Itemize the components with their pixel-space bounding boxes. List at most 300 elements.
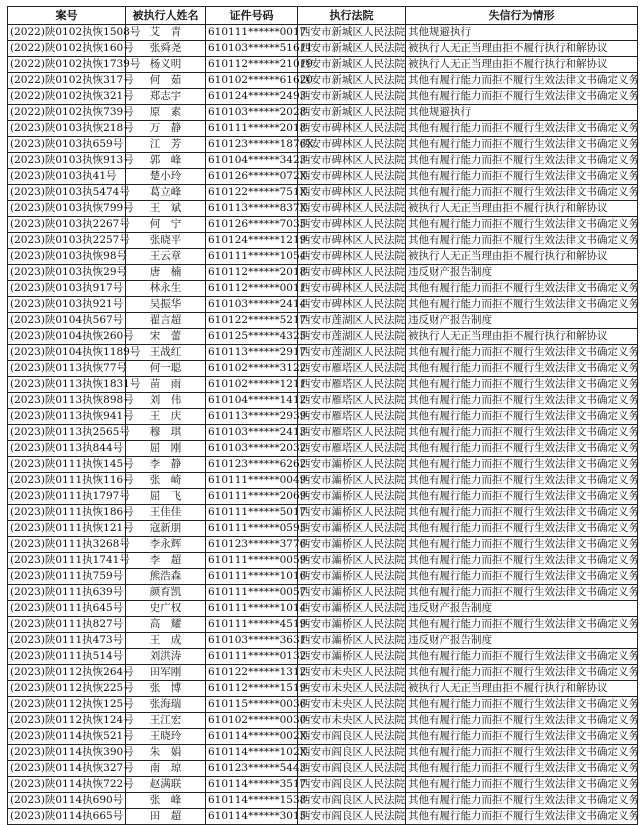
court-cell: 西安市碑林区人民法院 bbox=[298, 169, 406, 185]
table-row bbox=[8, 89, 638, 105]
court-cell: 西安市碑林区人民法院 bbox=[298, 201, 406, 217]
document-page bbox=[7, 6, 638, 825]
court-cell: 西安市碑林区人民法院 bbox=[298, 265, 406, 281]
case-number-cell: (2023)陕0111执1741号 bbox=[8, 553, 126, 569]
behavior-cell: 其他有履行能力而拒不履行生效法律文书确定义务 bbox=[406, 377, 638, 393]
case-number-cell: (2023)陕0103执2267号 bbox=[8, 217, 126, 233]
table-row bbox=[8, 393, 638, 409]
court-cell: 西安市碑林区人民法院 bbox=[298, 249, 406, 265]
person-name-cell: 张晓平 bbox=[126, 233, 206, 249]
case-number-cell: (2023)陕0103执恢29号 bbox=[8, 265, 126, 281]
case-number-cell: (2023)陕0113执844号 bbox=[8, 441, 126, 457]
court-cell: 西安市阎良区人民法院 bbox=[298, 793, 406, 809]
case-number-cell: (2023)陕0113执恢898号 bbox=[8, 393, 126, 409]
person-name-cell: 高 耀 bbox=[126, 617, 206, 633]
court-cell: 西安市灞桥区人民法院 bbox=[298, 505, 406, 521]
person-name-cell: 何 宁 bbox=[126, 217, 206, 233]
case-number-cell: (2023)陕0111执恢116号 bbox=[8, 473, 126, 489]
table-row bbox=[8, 201, 638, 217]
case-number-cell: (2023)陕0111执3268号 bbox=[8, 537, 126, 553]
table-row bbox=[8, 361, 638, 377]
id-number-cell: 610104******3423 bbox=[206, 153, 298, 169]
header-person-name: 被执行人姓名 bbox=[126, 7, 206, 25]
id-number-cell: 610104******1412 bbox=[206, 393, 298, 409]
case-number-cell: (2023)陕0103执恢799号 bbox=[8, 201, 126, 217]
person-name-cell: 穆 琪 bbox=[126, 425, 206, 441]
court-cell: 西安市新城区人民法院 bbox=[298, 25, 406, 41]
behavior-cell: 其他有履行能力而拒不履行生效法律文书确定义务 bbox=[406, 425, 638, 441]
id-number-cell: 610103******2028 bbox=[206, 105, 298, 121]
case-number-cell: (2023)陕0104执恢260号 bbox=[8, 329, 126, 345]
id-number-cell: 610111******1054 bbox=[206, 249, 298, 265]
table-row bbox=[8, 425, 638, 441]
court-cell: 西安市灞桥区人民法院 bbox=[298, 585, 406, 601]
court-cell: 西安市灞桥区人民法院 bbox=[298, 569, 406, 585]
id-number-cell: 610102******61620 bbox=[206, 73, 298, 89]
behavior-cell: 其他有履行能力而拒不履行生效法律文书确定义务 bbox=[406, 777, 638, 793]
id-number-cell: 610103******2032 bbox=[206, 441, 298, 457]
case-number-cell: (2023)陕0113执2565号 bbox=[8, 425, 126, 441]
person-name-cell: 唐 楠 bbox=[126, 265, 206, 281]
table-row bbox=[8, 729, 638, 745]
behavior-cell: 其他有履行能力而拒不履行生效法律文书确定义务 bbox=[406, 761, 638, 777]
case-number-cell: (2022)陕0102执恢1508号 bbox=[8, 25, 126, 41]
case-number-cell: (2023)陕0103执41号 bbox=[8, 169, 126, 185]
case-number-cell: (2022)陕0102执恢160号 bbox=[8, 41, 126, 57]
id-number-cell: 610103******2414 bbox=[206, 297, 298, 313]
person-name-cell: 屈 刚 bbox=[126, 441, 206, 457]
person-name-cell: 刘 伟 bbox=[126, 393, 206, 409]
table-row bbox=[8, 601, 638, 617]
person-name-cell: 葛立峰 bbox=[126, 185, 206, 201]
case-number-cell: (2023)陕0112执恢124号 bbox=[8, 713, 126, 729]
table-row bbox=[8, 649, 638, 665]
person-name-cell: 翟言超 bbox=[126, 313, 206, 329]
id-number-cell: 610114******3015 bbox=[206, 809, 298, 825]
court-cell: 西安市阎良区人民法院 bbox=[298, 729, 406, 745]
behavior-cell: 其他有履行能力而拒不履行生效法律文书确定义务 bbox=[406, 521, 638, 537]
court-cell: 西安市灞桥区人民法院 bbox=[298, 537, 406, 553]
table-row bbox=[8, 537, 638, 553]
case-number-cell: (2023)陕0114执恢390号 bbox=[8, 745, 126, 761]
case-number-cell: (2023)陕0111执827号 bbox=[8, 617, 126, 633]
table-row bbox=[8, 41, 638, 57]
table-row bbox=[8, 761, 638, 777]
case-number-cell: (2023)陕0111执759号 bbox=[8, 569, 126, 585]
table-row bbox=[8, 121, 638, 137]
id-number-cell: 610102******3122 bbox=[206, 361, 298, 377]
behavior-cell: 其他有履行能力而拒不履行生效法律文书确定义务 bbox=[406, 153, 638, 169]
behavior-cell: 其他规避执行 bbox=[406, 25, 638, 41]
court-cell: 西安市新城区人民法院 bbox=[298, 89, 406, 105]
table-row bbox=[8, 809, 638, 825]
case-number-cell: (2023)陕0113执恢941号 bbox=[8, 409, 126, 425]
case-number-cell: (2022)陕0102执恢317号 bbox=[8, 73, 126, 89]
id-number-cell: 610111******0049 bbox=[206, 473, 298, 489]
behavior-cell: 其他有履行能力而拒不履行生效法律文书确定义务 bbox=[406, 729, 638, 745]
case-number-cell: (2022)陕0102执恢321号 bbox=[8, 89, 126, 105]
table-row bbox=[8, 697, 638, 713]
table-row bbox=[8, 473, 638, 489]
court-cell: 西安市雁塔区人民法院 bbox=[298, 393, 406, 409]
behavior-cell: 被执行人无正当理由拒不履行执行和解协议 bbox=[406, 41, 638, 57]
court-cell: 西安市碑林区人民法院 bbox=[298, 233, 406, 249]
behavior-cell: 被执行人无正当理由拒不履行执行和解协议 bbox=[406, 681, 638, 697]
court-cell: 西安市新城区人民法院 bbox=[298, 73, 406, 89]
person-name-cell: 王 庆 bbox=[126, 409, 206, 425]
person-name-cell: 史广权 bbox=[126, 601, 206, 617]
person-name-cell: 杨义明 bbox=[126, 57, 206, 73]
behavior-cell: 其他有履行能力而拒不履行生效法律文书确定义务 bbox=[406, 617, 638, 633]
case-number-cell: (2023)陕0111执639号 bbox=[8, 585, 126, 601]
behavior-cell: 其他有履行能力而拒不履行生效法律文书确定义务 bbox=[406, 489, 638, 505]
case-number-cell: (2023)陕0113执恢1831号 bbox=[8, 377, 126, 393]
person-name-cell: 王晓玲 bbox=[126, 729, 206, 745]
person-name-cell: 吴振华 bbox=[126, 297, 206, 313]
court-cell: 西安市雁塔区人民法院 bbox=[298, 425, 406, 441]
behavior-cell: 其他有履行能力而拒不履行生效法律文书确定义务 bbox=[406, 169, 638, 185]
behavior-cell: 其他有履行能力而拒不履行生效法律文书确定义务 bbox=[406, 697, 638, 713]
table-row bbox=[8, 105, 638, 121]
table-row bbox=[8, 345, 638, 361]
table-row bbox=[8, 217, 638, 233]
court-cell: 西安市碑林区人民法院 bbox=[298, 137, 406, 153]
behavior-cell: 其他有履行能力而拒不履行生效法律文书确定义务 bbox=[406, 649, 638, 665]
person-name-cell: 屈 飞 bbox=[126, 489, 206, 505]
person-name-cell: 南 琼 bbox=[126, 761, 206, 777]
court-cell: 西安市未央区人民法院 bbox=[298, 665, 406, 681]
behavior-cell: 被执行人无正当理由拒不履行执行和解协议 bbox=[406, 249, 638, 265]
id-number-cell: 610111******0132 bbox=[206, 649, 298, 665]
behavior-cell: 其他有履行能力而拒不履行生效法律文书确定义务 bbox=[406, 665, 638, 681]
table-row bbox=[8, 777, 638, 793]
table-row bbox=[8, 617, 638, 633]
table-row bbox=[8, 713, 638, 729]
behavior-cell: 违反财产报告制度 bbox=[406, 265, 638, 281]
behavior-cell: 其他有履行能力而拒不履行生效法律文书确定义务 bbox=[406, 505, 638, 521]
case-number-cell: (2023)陕0111执645号 bbox=[8, 601, 126, 617]
id-number-cell: 610102******0030 bbox=[206, 713, 298, 729]
id-number-cell: 610103******2413 bbox=[206, 425, 298, 441]
case-number-cell: (2023)陕0114执690号 bbox=[8, 793, 126, 809]
case-number-cell: (2023)陕0111执恢121号 bbox=[8, 521, 126, 537]
id-number-cell: 610111******0059 bbox=[206, 553, 298, 569]
table-row bbox=[8, 505, 638, 521]
table-row bbox=[8, 297, 638, 313]
court-cell: 西安市莲湖区人民法院 bbox=[298, 313, 406, 329]
id-number-cell: 610103******3631 bbox=[206, 633, 298, 649]
person-name-cell: 楚小玲 bbox=[126, 169, 206, 185]
id-number-cell: 610112******0011 bbox=[206, 281, 298, 297]
person-name-cell: 林永生 bbox=[126, 281, 206, 297]
behavior-cell: 其他有履行能力而拒不履行生效法律文书确定义务 bbox=[406, 793, 638, 809]
behavior-cell: 违反财产报告制度 bbox=[406, 601, 638, 617]
person-name-cell: 王 斌 bbox=[126, 201, 206, 217]
table-row bbox=[8, 745, 638, 761]
person-name-cell: 李 静 bbox=[126, 457, 206, 473]
case-number-cell: (2023)陕0112执恢125号 bbox=[8, 697, 126, 713]
table-row bbox=[8, 553, 638, 569]
id-number-cell: 610126******072X bbox=[206, 169, 298, 185]
person-name-cell: 李 超 bbox=[126, 553, 206, 569]
table-row bbox=[8, 409, 638, 425]
court-cell: 西安市碑林区人民法院 bbox=[298, 297, 406, 313]
behavior-cell: 其他有履行能力而拒不履行生效法律文书确定义务 bbox=[406, 233, 638, 249]
behavior-cell: 其他有履行能力而拒不履行生效法律文书确定义务 bbox=[406, 441, 638, 457]
court-cell: 西安市灞桥区人民法院 bbox=[298, 649, 406, 665]
id-number-cell: 610112******21019 bbox=[206, 57, 298, 73]
table-row bbox=[8, 169, 638, 185]
table-row bbox=[8, 585, 638, 601]
person-name-cell: 苗 雨 bbox=[126, 377, 206, 393]
table-row bbox=[8, 377, 638, 393]
table-row bbox=[8, 25, 638, 41]
id-number-cell: 610111******0595 bbox=[206, 521, 298, 537]
case-number-cell: (2023)陕0114执恢521号 bbox=[8, 729, 126, 745]
case-number-cell: (2023)陕0103执恢218号 bbox=[8, 121, 126, 137]
table-row bbox=[8, 57, 638, 73]
person-name-cell: 田 超 bbox=[126, 809, 206, 825]
header-case-number: 案号 bbox=[8, 7, 126, 25]
id-number-cell: 610113******837X bbox=[206, 201, 298, 217]
id-number-cell: 610115******0036 bbox=[206, 697, 298, 713]
person-name-cell: 熊浩森 bbox=[126, 569, 206, 585]
person-name-cell: 宋 蕾 bbox=[126, 329, 206, 345]
id-number-cell: 610111******2018 bbox=[206, 121, 298, 137]
id-number-cell: 610124******1219 bbox=[206, 233, 298, 249]
table-row bbox=[8, 153, 638, 169]
court-cell: 西安市未央区人民法院 bbox=[298, 681, 406, 697]
behavior-cell: 被执行人无正当理由拒不履行执行和解协议 bbox=[406, 57, 638, 73]
id-number-cell: 610111******1014 bbox=[206, 601, 298, 617]
behavior-cell: 被执行人无正当理由拒不履行执行和解协议 bbox=[406, 201, 638, 217]
table-row bbox=[8, 313, 638, 329]
case-number-cell: (2023)陕0113执恢77号 bbox=[8, 361, 126, 377]
behavior-cell: 其他有履行能力而拒不履行生效法律文书确定义务 bbox=[406, 361, 638, 377]
case-number-cell: (2023)陕0111执473号 bbox=[8, 633, 126, 649]
table-row bbox=[8, 329, 638, 345]
id-number-cell: 610114******102X bbox=[206, 745, 298, 761]
court-cell: 西安市碑林区人民法院 bbox=[298, 217, 406, 233]
person-name-cell: 万 静 bbox=[126, 121, 206, 137]
id-number-cell: 610123******5443 bbox=[206, 761, 298, 777]
court-cell: 西安市碑林区人民法院 bbox=[298, 185, 406, 201]
table-row bbox=[8, 521, 638, 537]
id-number-cell: 610122******751X bbox=[206, 185, 298, 201]
behavior-cell: 其他有履行能力而拒不履行生效法律文书确定义务 bbox=[406, 745, 638, 761]
behavior-cell: 其他有履行能力而拒不履行生效法律文书确定义务 bbox=[406, 393, 638, 409]
table-row bbox=[8, 249, 638, 265]
case-number-cell: (2023)陕0103执恢913号 bbox=[8, 153, 126, 169]
person-name-cell: 朱 娟 bbox=[126, 745, 206, 761]
header-court: 执行法院 bbox=[298, 7, 406, 25]
court-cell: 西安市灞桥区人民法院 bbox=[298, 553, 406, 569]
behavior-cell: 其他有履行能力而拒不履行生效法律文书确定义务 bbox=[406, 121, 638, 137]
case-number-cell: (2023)陕0103执恢98号 bbox=[8, 249, 126, 265]
behavior-cell: 其他有履行能力而拒不履行生效法律文书确定义务 bbox=[406, 409, 638, 425]
case-number-cell: (2023)陕0112执恢264号 bbox=[8, 665, 126, 681]
court-cell: 西安市雁塔区人民法院 bbox=[298, 409, 406, 425]
person-name-cell: 李永辉 bbox=[126, 537, 206, 553]
person-name-cell: 张 博 bbox=[126, 681, 206, 697]
table-row bbox=[8, 793, 638, 809]
court-cell: 西安市阎良区人民法院 bbox=[298, 761, 406, 777]
id-number-cell: 610111******2069 bbox=[206, 489, 298, 505]
id-number-cell: 610123******1876X bbox=[206, 137, 298, 153]
case-number-cell: (2023)陕0103执917号 bbox=[8, 281, 126, 297]
person-name-cell: 张 峰 bbox=[126, 793, 206, 809]
person-name-cell: 王云章 bbox=[126, 249, 206, 265]
behavior-cell: 违反财产报告制度 bbox=[406, 633, 638, 649]
id-number-cell: 610114******1538 bbox=[206, 793, 298, 809]
table-row bbox=[8, 457, 638, 473]
table-row bbox=[8, 633, 638, 649]
table-header-row bbox=[8, 7, 638, 25]
id-number-cell: 610102******1211 bbox=[206, 377, 298, 393]
court-cell: 西安市灞桥区人民法院 bbox=[298, 473, 406, 489]
table-row bbox=[8, 265, 638, 281]
table-row bbox=[8, 569, 638, 585]
behavior-cell: 其他有履行能力而拒不履行生效法律文书确定义务 bbox=[406, 537, 638, 553]
behavior-cell: 其他有履行能力而拒不履行生效法律文书确定义务 bbox=[406, 553, 638, 569]
table-row bbox=[8, 681, 638, 697]
court-cell: 西安市未央区人民法院 bbox=[298, 697, 406, 713]
case-number-cell: (2023)陕0103执659号 bbox=[8, 137, 126, 153]
id-number-cell: 610103******51611 bbox=[206, 41, 298, 57]
person-name-cell: 颜育凯 bbox=[126, 585, 206, 601]
id-number-cell: 610122******5217 bbox=[206, 313, 298, 329]
behavior-cell: 其他有履行能力而拒不履行生效法律文书确定义务 bbox=[406, 217, 638, 233]
table-row bbox=[8, 233, 638, 249]
person-name-cell: 何 茹 bbox=[126, 73, 206, 89]
header-id-number: 证件号码 bbox=[206, 7, 298, 25]
behavior-cell: 其他有履行能力而拒不履行生效法律文书确定义务 bbox=[406, 713, 638, 729]
behavior-cell: 其他有履行能力而拒不履行生效法律文书确定义务 bbox=[406, 89, 638, 105]
person-name-cell: 寇新朋 bbox=[126, 521, 206, 537]
court-cell: 西安市莲湖区人民法院 bbox=[298, 345, 406, 361]
dishonest-persons-table bbox=[7, 6, 638, 825]
case-number-cell: (2023)陕0114执恢722号 bbox=[8, 777, 126, 793]
id-number-cell: 610125******4325 bbox=[206, 329, 298, 345]
behavior-cell: 其他有履行能力而拒不履行生效法律文书确定义务 bbox=[406, 73, 638, 89]
table-body bbox=[8, 25, 638, 825]
id-number-cell: 610122******1312 bbox=[206, 665, 298, 681]
court-cell: 西安市未央区人民法院 bbox=[298, 713, 406, 729]
id-number-cell: 610114******002X bbox=[206, 729, 298, 745]
case-number-cell: (2023)陕0112执恢225号 bbox=[8, 681, 126, 697]
id-number-cell: 610113******2917 bbox=[206, 345, 298, 361]
case-number-cell: (2022)陕0102执恢739号 bbox=[8, 105, 126, 121]
person-name-cell: 王佳佳 bbox=[126, 505, 206, 521]
id-number-cell: 610114******3517 bbox=[206, 777, 298, 793]
table-row bbox=[8, 73, 638, 89]
court-cell: 西安市灞桥区人民法院 bbox=[298, 633, 406, 649]
court-cell: 西安市灞桥区人民法院 bbox=[298, 617, 406, 633]
behavior-cell: 违反财产报告制度 bbox=[406, 313, 638, 329]
court-cell: 西安市雁塔区人民法院 bbox=[298, 377, 406, 393]
court-cell: 西安市新城区人民法院 bbox=[298, 57, 406, 73]
id-number-cell: 610113******2939 bbox=[206, 409, 298, 425]
behavior-cell: 其他有履行能力而拒不履行生效法律文书确定义务 bbox=[406, 569, 638, 585]
court-cell: 西安市灞桥区人民法院 bbox=[298, 521, 406, 537]
court-cell: 西安市灞桥区人民法院 bbox=[298, 601, 406, 617]
person-name-cell: 赵满联 bbox=[126, 777, 206, 793]
court-cell: 西安市莲湖区人民法院 bbox=[298, 329, 406, 345]
id-number-cell: 610112******1519 bbox=[206, 681, 298, 697]
person-name-cell: 何一聪 bbox=[126, 361, 206, 377]
court-cell: 西安市雁塔区人民法院 bbox=[298, 361, 406, 377]
court-cell: 西安市新城区人民法院 bbox=[298, 105, 406, 121]
court-cell: 西安市碑林区人民法院 bbox=[298, 121, 406, 137]
behavior-cell: 其他有履行能力而拒不履行生效法律文书确定义务 bbox=[406, 585, 638, 601]
case-number-cell: (2023)陕0111执恢145号 bbox=[8, 457, 126, 473]
id-number-cell: 610112******2018 bbox=[206, 265, 298, 281]
court-cell: 西安市阎良区人民法院 bbox=[298, 745, 406, 761]
court-cell: 西安市雁塔区人民法院 bbox=[298, 441, 406, 457]
table-row bbox=[8, 441, 638, 457]
behavior-cell: 其他有履行能力而拒不履行生效法律文书确定义务 bbox=[406, 281, 638, 297]
case-number-cell: (2023)陕0103执2257号 bbox=[8, 233, 126, 249]
id-number-cell: 610126******7035 bbox=[206, 217, 298, 233]
id-number-cell: 610111******0017 bbox=[206, 25, 298, 41]
id-number-cell: 610111******1016 bbox=[206, 569, 298, 585]
behavior-cell: 其他有履行能力而拒不履行生效法律文书确定义务 bbox=[406, 809, 638, 825]
behavior-cell: 其他规避执行 bbox=[406, 105, 638, 121]
behavior-cell: 其他有履行能力而拒不履行生效法律文书确定义务 bbox=[406, 473, 638, 489]
court-cell: 西安市碑林区人民法院 bbox=[298, 153, 406, 169]
person-name-cell: 田军刚 bbox=[126, 665, 206, 681]
court-cell: 西安市阎良区人民法院 bbox=[298, 777, 406, 793]
case-number-cell: (2023)陕0104执恢1189号 bbox=[8, 345, 126, 361]
person-name-cell: 王江宏 bbox=[126, 713, 206, 729]
case-number-cell: (2023)陕0103执5474号 bbox=[8, 185, 126, 201]
id-number-cell: 610123******6262 bbox=[206, 457, 298, 473]
person-name-cell: 张舜尧 bbox=[126, 41, 206, 57]
behavior-cell: 其他有履行能力而拒不履行生效法律文书确定义务 bbox=[406, 345, 638, 361]
behavior-cell: 其他有履行能力而拒不履行生效法律文书确定义务 bbox=[406, 185, 638, 201]
id-number-cell: 610124******2493 bbox=[206, 89, 298, 105]
person-name-cell: 艾 青 bbox=[126, 25, 206, 41]
person-name-cell: 江 芳 bbox=[126, 137, 206, 153]
case-number-cell: (2023)陕0104执567号 bbox=[8, 313, 126, 329]
person-name-cell: 张海瑞 bbox=[126, 697, 206, 713]
table-row bbox=[8, 489, 638, 505]
behavior-cell: 被执行人无正当理由拒不履行执行和解协议 bbox=[406, 329, 638, 345]
person-name-cell: 张 崎 bbox=[126, 473, 206, 489]
table-row bbox=[8, 185, 638, 201]
behavior-cell: 其他有履行能力而拒不履行生效法律文书确定义务 bbox=[406, 457, 638, 473]
table-row bbox=[8, 665, 638, 681]
behavior-cell: 其他有履行能力而拒不履行生效法律文书确定义务 bbox=[406, 137, 638, 153]
case-number-cell: (2023)陕0111执514号 bbox=[8, 649, 126, 665]
person-name-cell: 郑志宇 bbox=[126, 89, 206, 105]
court-cell: 西安市灞桥区人民法院 bbox=[298, 489, 406, 505]
table-row bbox=[8, 281, 638, 297]
case-number-cell: (2023)陕0103执921号 bbox=[8, 297, 126, 313]
id-number-cell: 610111******5017 bbox=[206, 505, 298, 521]
person-name-cell: 王战红 bbox=[126, 345, 206, 361]
table-row bbox=[8, 137, 638, 153]
person-name-cell: 原 素 bbox=[126, 105, 206, 121]
case-number-cell: (2023)陕0114执恢327号 bbox=[8, 761, 126, 777]
behavior-cell: 其他有履行能力而拒不履行生效法律文书确定义务 bbox=[406, 297, 638, 313]
id-number-cell: 610123******3776 bbox=[206, 537, 298, 553]
id-number-cell: 610111******0057 bbox=[206, 585, 298, 601]
header-dishonest-behavior: 失信行为情形 bbox=[406, 7, 638, 25]
case-number-cell: (2023)陕0114执665号 bbox=[8, 809, 126, 825]
court-cell: 西安市灞桥区人民法院 bbox=[298, 457, 406, 473]
person-name-cell: 郭 峰 bbox=[126, 153, 206, 169]
